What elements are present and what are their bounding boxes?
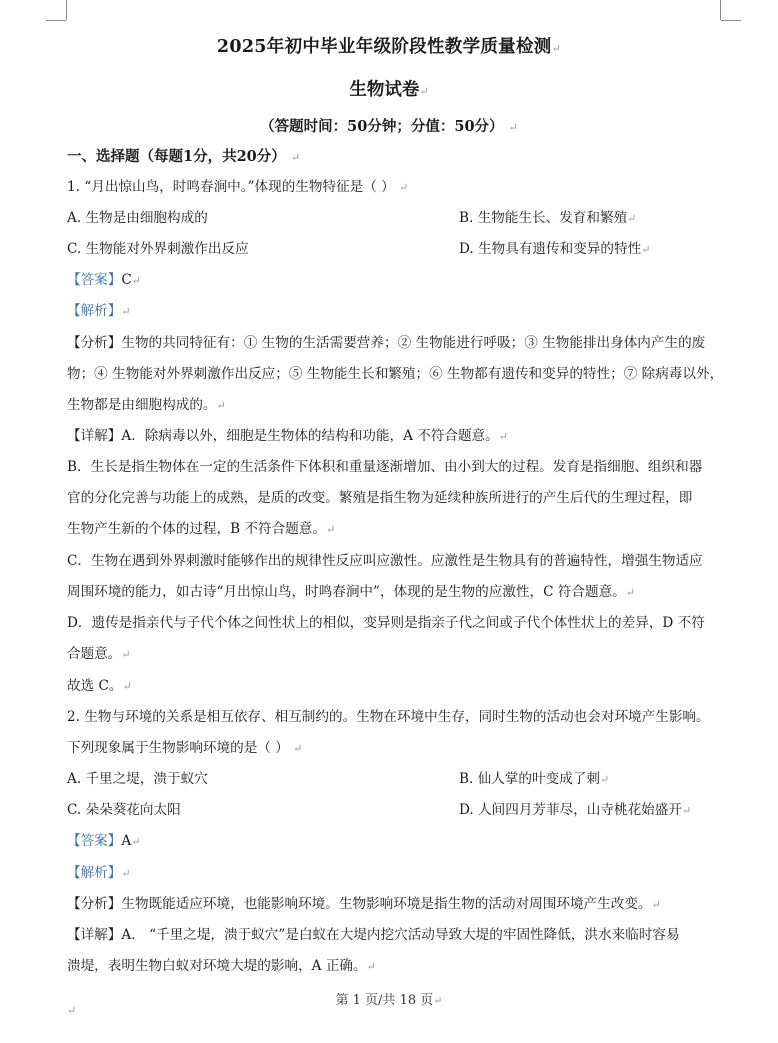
paragraph-mark: ↵ bbox=[121, 648, 131, 661]
q1-analysis-heading bbox=[67, 301, 727, 322]
q1-detail-b-2 bbox=[67, 488, 727, 508]
q1-detail-a-text: A．除病毒以外，细胞是生物体的结构和功能，A 不符合题意。 bbox=[121, 428, 499, 444]
paragraph-mark: ↵ bbox=[121, 305, 131, 318]
q1-stem bbox=[67, 177, 727, 198]
q1-fenxi-line-2 bbox=[67, 364, 727, 384]
q2-answer-value: A bbox=[121, 833, 132, 849]
q1-detail-c-1 bbox=[67, 551, 727, 571]
q1-fenxi-text-2: 物；④ 生物能对外界刺激作出反应；⑤ 生物能生长和繁殖；⑥ 生物都有遗传和变异的特性；⑦ 除病毒以外， bbox=[67, 366, 724, 382]
paragraph-mark: ↵ bbox=[651, 898, 661, 911]
section-heading-text: 一、选择题（每题1分，共20分） bbox=[67, 148, 286, 165]
q1-detail-d-text-1: D．遗传是指亲代与子代个体之间性状上的相似，变异则是指亲子代之间或子代个体性状上的差异，D 不符 bbox=[67, 615, 705, 631]
q2-options-row-2 bbox=[67, 800, 727, 820]
paragraph-mark: ↵ bbox=[366, 960, 376, 973]
exam-time-score bbox=[0, 115, 778, 136]
paragraph-mark: ↵ bbox=[498, 430, 508, 443]
q2-detail-a-text-2: 溃堤，表明生物白蚁对环境大堤的影响，A 正确。 bbox=[67, 958, 367, 974]
fenxi-tag: 【分析】 bbox=[67, 335, 122, 351]
page-subtitle bbox=[0, 76, 778, 101]
page-number: 第 1 页/共 18 页 bbox=[335, 993, 434, 1008]
analysis-tag: 【解析】 bbox=[67, 865, 122, 881]
page-title bbox=[0, 33, 778, 58]
q1-detail-d-2 bbox=[67, 644, 727, 665]
q1-fenxi-line-1 bbox=[67, 333, 727, 353]
q1-detail-a bbox=[67, 426, 727, 447]
q2-fenxi-text: 生物既能适应环境，也能影响环境。生物影响环境是指生物的活动对周围环境产生改变。 bbox=[121, 896, 652, 912]
q1-option-a: A. 生物是由细胞构成的 bbox=[67, 210, 208, 226]
paragraph-mark: ↵ bbox=[121, 867, 131, 880]
xiangjie-tag: 【详解】 bbox=[67, 927, 122, 943]
q2-stem-2 bbox=[67, 738, 727, 759]
time-score-text: （答题时间：50分钟；分值：50分） bbox=[260, 118, 504, 135]
analysis-tag: 【解析】 bbox=[67, 303, 122, 319]
q2-option-d: D. 人间四月芳菲尽，山寺桃花始盛开 bbox=[459, 802, 682, 818]
title-text: 2025年初中毕业年级阶段性教学质量检测 bbox=[216, 37, 552, 57]
q1-detail-d-1 bbox=[67, 613, 727, 633]
q1-option-c: C. 生物能对外界刺激作出反应 bbox=[67, 241, 249, 257]
q1-option-d: D. 生物具有遗传和变异的特性 bbox=[459, 241, 642, 257]
crop-mark-top-left-horizontal bbox=[46, 20, 66, 21]
xiangjie-tag: 【详解】 bbox=[67, 428, 122, 444]
paragraph-mark: ↵ bbox=[625, 586, 635, 599]
q1-conclusion bbox=[67, 676, 727, 697]
paragraph-mark: ↵ bbox=[641, 243, 651, 256]
q1-conclusion-text: 故选 C。 bbox=[67, 678, 123, 694]
paragraph-mark: ↵ bbox=[551, 42, 562, 55]
q2-fenxi bbox=[67, 894, 727, 915]
crop-mark-top-right-vertical bbox=[720, 0, 721, 20]
answer-tag: 【答案】 bbox=[67, 272, 122, 288]
q2-stem-text-1: 2. 生物与环境的关系是相互依存、相互制约的。生物在环境中生存，同时生物的活动也会对环境产生影响。 bbox=[67, 709, 710, 725]
q1-detail-b-text-1: B．生长是指生物体在一定的生活条件下体积和重量逐渐增加、由小到大的过程。发育是指细胞、组织和器 bbox=[67, 459, 703, 475]
q1-fenxi-line-3 bbox=[67, 395, 727, 416]
paragraph-mark: ↵ bbox=[122, 680, 132, 693]
q2-option-c: C. 朵朵葵花向太阳 bbox=[67, 802, 181, 818]
paragraph-mark: ↵ bbox=[419, 85, 429, 98]
q1-stem-text: 1. “月出惊山鸟，时鸣春涧中。”体现的生物特征是（ ） bbox=[67, 179, 395, 195]
q1-options-row-2 bbox=[67, 239, 727, 259]
q1-detail-c-text-1: C．生物在遇到外界刺激时能够作出的规律性反应叫应激性。应激性是生物具有的普遍特性，增强生物适应 bbox=[67, 553, 703, 569]
q2-option-d-wrap bbox=[459, 800, 691, 821]
q2-option-a: A. 千里之堤，溃于蚁穴 bbox=[67, 771, 208, 787]
crop-mark-top-left-vertical bbox=[66, 0, 67, 20]
q1-detail-c-text-2: 周围环境的能力，如古诗“月出惊山鸟，时鸣春涧中”，体现的是生物的应激性，C 符合题意。 bbox=[67, 584, 626, 600]
q1-fenxi-text-3: 生物都是由细胞构成的。 bbox=[67, 397, 217, 413]
paragraph-mark: ↵ bbox=[627, 212, 637, 225]
paragraph-mark: ↵ bbox=[433, 994, 443, 1007]
q1-option-b: B. 生物能生长、发育和繁殖 bbox=[459, 210, 628, 226]
q2-option-b: B. 仙人掌的叶变成了刺 bbox=[459, 771, 600, 787]
q2-stem-1 bbox=[67, 707, 727, 727]
q1-options-row-1 bbox=[67, 208, 727, 228]
q1-detail-b-text-3: 生物产生新的个体的过程，B 不符合题意。 bbox=[67, 521, 326, 537]
q2-option-b-wrap bbox=[459, 769, 609, 790]
q2-detail-a-2 bbox=[67, 956, 727, 977]
paragraph-mark: ↵ bbox=[681, 804, 692, 817]
q1-fenxi-text-1: 生物的共同特征有：① 生物的生活需要营养；② 生物能进行呼吸；③ 生物能排出身体内产生的废 bbox=[121, 335, 706, 351]
q2-answer bbox=[67, 831, 727, 852]
paragraph-mark: ↵ bbox=[131, 274, 141, 287]
section-heading bbox=[67, 147, 727, 168]
q1-detail-d-text-2: 合题意。 bbox=[67, 646, 122, 662]
q1-detail-b-3 bbox=[67, 519, 727, 540]
end-paragraph-mark: ↵ bbox=[67, 1004, 77, 1017]
paragraph-mark: ↵ bbox=[508, 121, 518, 134]
q2-detail-a-text-1: A． “千里之堤，溃于蚁穴”是白蚁在大堤内挖穴活动导致大堤的牢固性降低，洪水来临时容易 bbox=[121, 927, 680, 943]
q1-answer-value: C bbox=[121, 272, 132, 288]
subtitle-text: 生物试卷 bbox=[349, 80, 420, 100]
q1-option-b-wrap bbox=[459, 208, 636, 229]
q2-analysis-heading bbox=[67, 863, 727, 884]
page-footer bbox=[0, 989, 778, 1008]
q1-detail-b-text-2: 官的分化完善与功能上的成熟，是质的改变。繁殖是指生物为延续种族所进行的产生后代的生理过程，即 bbox=[67, 490, 693, 506]
q2-stem-text-2: 下列现象属于生物影响环境的是（ ） bbox=[67, 740, 289, 756]
paragraph-mark: ↵ bbox=[599, 773, 610, 786]
paragraph-mark: ↵ bbox=[131, 835, 141, 848]
paragraph-mark: ↵ bbox=[326, 523, 336, 536]
q1-answer bbox=[67, 270, 727, 291]
q1-detail-b-1 bbox=[67, 457, 727, 477]
paragraph-mark: ↵ bbox=[290, 151, 301, 164]
paragraph-mark: ↵ bbox=[293, 742, 303, 755]
q2-options-row-1 bbox=[67, 769, 727, 789]
crop-mark-top-right-horizontal bbox=[721, 20, 741, 21]
fenxi-tag: 【分析】 bbox=[67, 896, 122, 912]
q1-option-d-wrap bbox=[459, 239, 650, 260]
paragraph-mark: ↵ bbox=[399, 181, 409, 194]
paragraph-mark: ↵ bbox=[216, 399, 226, 412]
answer-tag: 【答案】 bbox=[67, 833, 122, 849]
q2-detail-a-1 bbox=[67, 925, 727, 945]
q1-detail-c-2 bbox=[67, 582, 727, 603]
